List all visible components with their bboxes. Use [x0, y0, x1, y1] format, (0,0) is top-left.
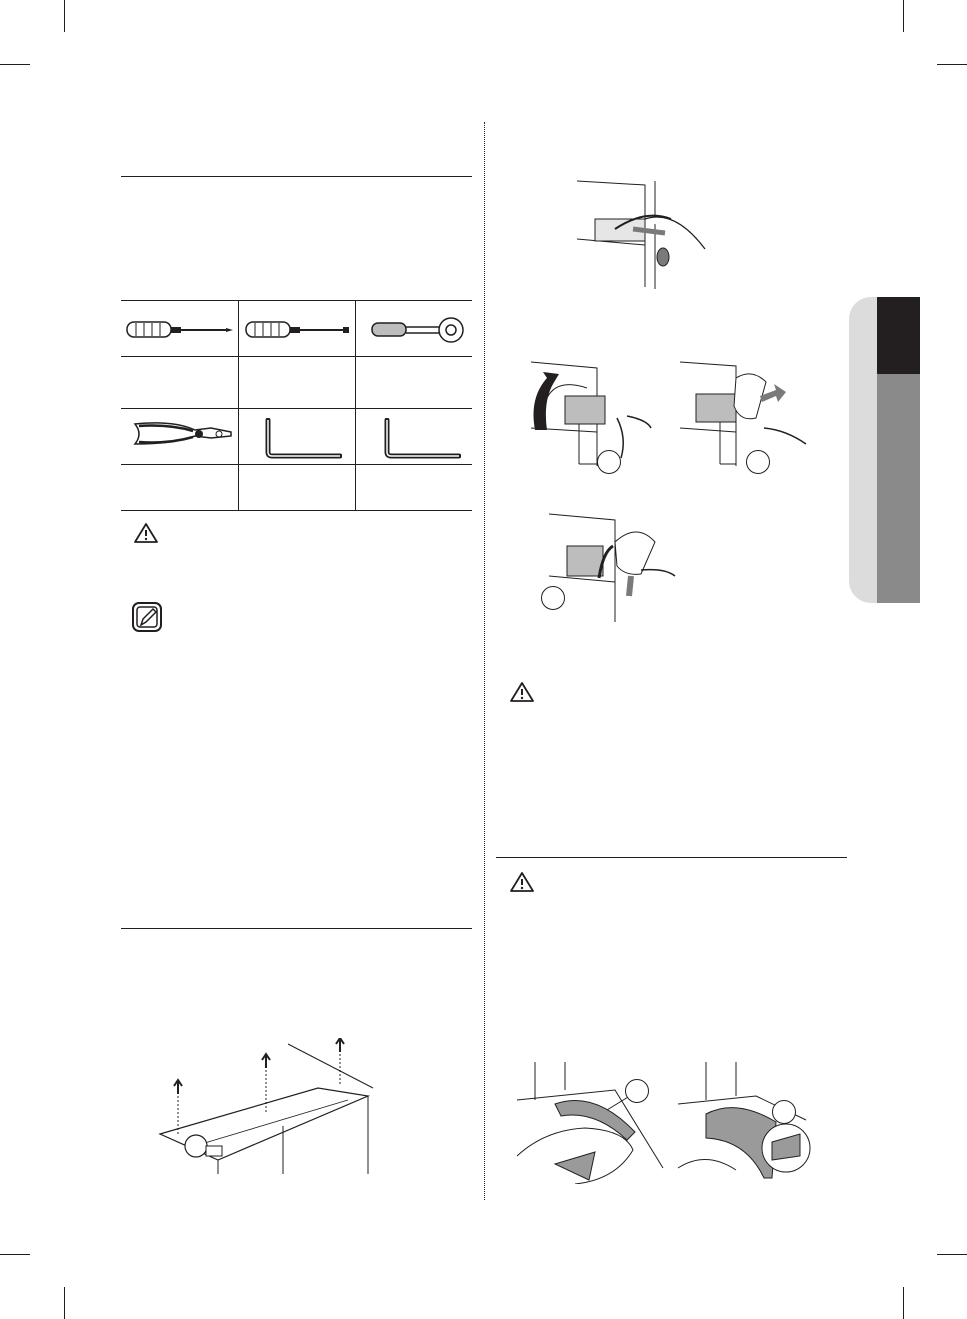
phillips-screwdriver-icon [126, 318, 234, 342]
flat-screwdriver-icon [245, 318, 351, 342]
socket-wrench-icon [371, 314, 467, 344]
crop-mark [937, 64, 967, 65]
hinge-lift-illustration [517, 358, 665, 474]
chapter-tab-background [849, 297, 877, 603]
column-separator [484, 122, 485, 1200]
crop-mark [903, 0, 904, 32]
pliers-icon [133, 414, 233, 454]
crop-mark [0, 64, 30, 65]
crop-mark [64, 1287, 65, 1319]
hinge-remove-illustration [545, 512, 685, 624]
door-gasket-illustration-2 [676, 1060, 816, 1184]
section-rule [121, 928, 472, 929]
crop-mark [903, 1287, 904, 1319]
chapter-tab-active [877, 297, 920, 374]
crop-mark [937, 1254, 967, 1255]
hex-key-icon [262, 418, 342, 462]
crop-mark [64, 0, 65, 32]
top-cover-screws-illustration [158, 1038, 378, 1178]
warning-triangle-icon [509, 871, 535, 893]
crop-mark [0, 1254, 30, 1255]
tools-table [121, 300, 472, 511]
callout-marker [625, 1079, 649, 1103]
hex-key-icon [381, 418, 461, 462]
chapter-tab [877, 374, 920, 603]
water-line-disconnect-illustration [575, 179, 715, 291]
section-rule [121, 176, 472, 177]
warning-triangle-icon [133, 522, 159, 544]
section-rule [496, 857, 847, 858]
callout-marker [541, 586, 565, 610]
callout-marker [772, 1100, 796, 1124]
callout-marker [746, 450, 770, 474]
door-gasket-illustration-1 [515, 1060, 665, 1184]
note-pencil-icon [131, 601, 163, 633]
callout-marker [597, 450, 621, 474]
warning-triangle-icon [509, 681, 535, 703]
